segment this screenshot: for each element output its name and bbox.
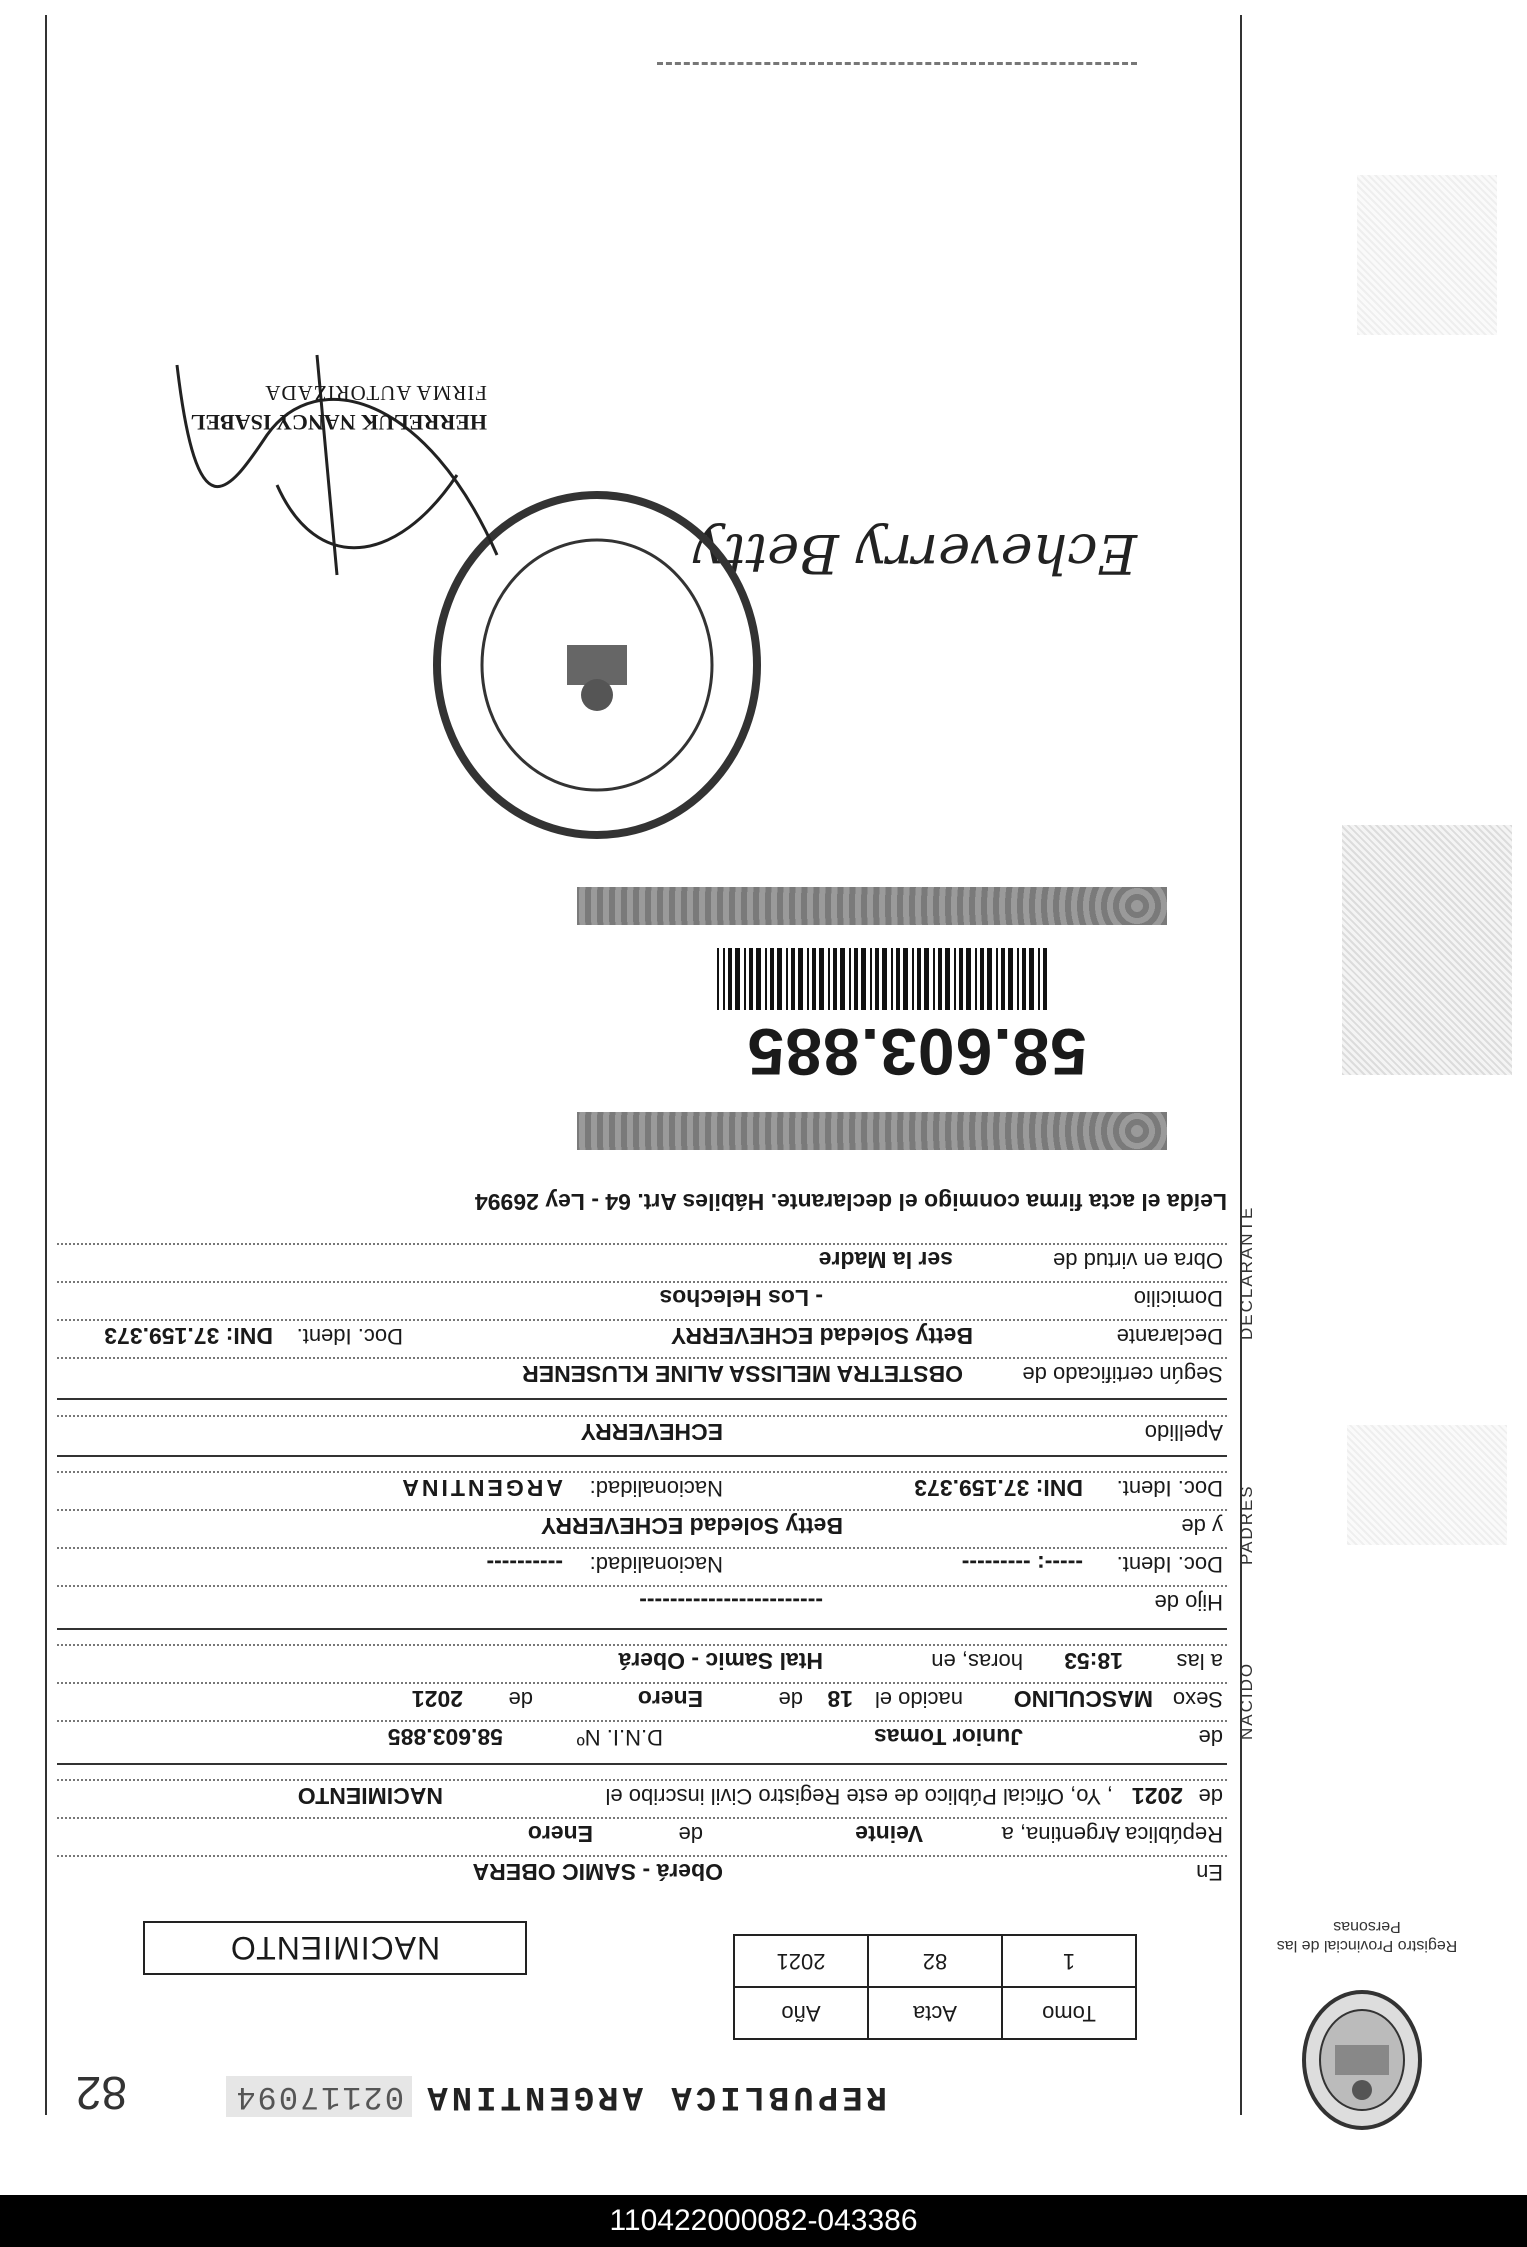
closing-statement: Leída el acta firma conmigo el declarante. Hábiles Art. 64 - Ley 26994 <box>474 1189 1227 1215</box>
y-de-label: y de <box>1177 1513 1227 1539</box>
section-separator <box>57 1763 1227 1765</box>
scan-artifact-line <box>657 62 1137 65</box>
section-declarante: DECLARANTE <box>1237 1205 1256 1340</box>
de-label: de <box>775 1686 807 1712</box>
tomo-header: Tomo <box>1002 1987 1136 2039</box>
country-title: REPUBLICA ARGENTINA <box>423 2077 887 2115</box>
officer-signature <box>157 335 517 595</box>
father-nationality: ---------- <box>482 1550 567 1577</box>
birth-place: Htal Samic - Oberá <box>614 1647 827 1674</box>
father-row <box>57 1581 1227 1615</box>
security-band-bottom <box>577 887 1167 925</box>
obra-value: ser la Madre <box>815 1246 957 1273</box>
scan-noise <box>1342 825 1512 1075</box>
virtue-row <box>57 1239 1227 1273</box>
birth-month: Enero <box>634 1685 707 1712</box>
birth-time: 18:53 <box>1060 1647 1127 1674</box>
year-text: 2021 <box>1128 1782 1187 1809</box>
declarant-signature-text: Echeverry Betty <box>693 522 1137 585</box>
month-text: Enero <box>524 1820 597 1847</box>
a-las-label: a las <box>1173 1648 1227 1674</box>
child-name: Junior Tomas <box>870 1723 1027 1750</box>
declarante-label: Declarante <box>1113 1323 1227 1349</box>
officer-phrase: , Yo, Oficial Público de este Registro Civil inscribo el <box>602 1783 1117 1809</box>
barcode <box>717 948 1047 1010</box>
section-padres: PADRES <box>1237 1484 1256 1565</box>
hijo-de-label: Hijo de <box>1151 1589 1227 1615</box>
surname-row <box>57 1411 1227 1445</box>
declarant-row <box>57 1315 1227 1349</box>
ano-value: 2021 <box>734 1935 868 1987</box>
officer-role: FIRMA AUTORIZADA <box>264 381 487 405</box>
de-label: de <box>675 1821 707 1847</box>
left-margin-line <box>1240 15 1242 2115</box>
father-doc: -----: --------- <box>958 1550 1087 1577</box>
time-place-row <box>57 1640 1227 1674</box>
apellido-label: Apellido <box>1141 1419 1227 1445</box>
doc-ident-label: Doc. Ident. <box>293 1323 407 1349</box>
de-label: de <box>1195 1724 1227 1750</box>
en-label: En <box>1192 1859 1227 1885</box>
name-row <box>57 1716 1227 1750</box>
obra-label: Obra en virtud de <box>1049 1247 1227 1273</box>
segun-label: Según certificado de <box>1018 1361 1227 1387</box>
certificate-row <box>57 1353 1227 1387</box>
acta-value: 82 <box>868 1935 1002 1987</box>
section-separator <box>57 1398 1227 1400</box>
section-separator <box>57 1455 1227 1457</box>
scan-noise <box>1347 1425 1507 1545</box>
mother-doc-row <box>57 1467 1227 1501</box>
section-nacido: NACIDO <box>1237 1661 1256 1740</box>
surname-value: ECHEVERRY <box>577 1418 727 1445</box>
horas-en-label: horas, en <box>927 1648 1027 1674</box>
certifier-value: OBSTETRA MELISSA ALINE KLUSENER <box>518 1360 967 1387</box>
domicilio-value: - Los Helechos <box>655 1284 827 1311</box>
father-doc-row <box>57 1543 1227 1577</box>
document-id-footer: 110422000082-043386 <box>0 2195 1527 2247</box>
mother-nationality: ARGENTINA <box>395 1474 567 1501</box>
declarant-doc: DNI: 37.159.373 <box>100 1322 277 1349</box>
serial-number: 02117094 <box>226 2076 412 2117</box>
nacionalidad-label: Nacionalidad: <box>586 1475 727 1501</box>
mother-name: Betty Soledad ECHEVERRY <box>537 1512 847 1539</box>
province-emblem-icon <box>1297 1985 1427 2135</box>
sexo-label: Sexo <box>1169 1686 1227 1712</box>
place-value: Oberá - SAMIC OBERA <box>469 1858 727 1885</box>
date-row <box>57 1813 1227 1847</box>
right-margin-line <box>45 15 47 2115</box>
scan-noise <box>1357 175 1497 335</box>
big-dni-number: 58.603.885 <box>746 1015 1087 1089</box>
birth-day: 18 <box>823 1685 857 1712</box>
act-type-box: NACIMIENTO <box>143 1921 527 1975</box>
child-dni: 58.603.885 <box>384 1723 507 1750</box>
sex-birth-row <box>57 1678 1227 1712</box>
book-reference-table <box>733 1934 1137 2040</box>
de-label: de <box>505 1686 537 1712</box>
tomo-value: 1 <box>1002 1935 1136 1987</box>
acta-header: Acta <box>868 1987 1002 2039</box>
republica-label: República Argentina, a <box>998 1821 1227 1847</box>
mother-row <box>57 1505 1227 1539</box>
security-band-top <box>577 1112 1167 1150</box>
place-row <box>57 1851 1227 1885</box>
section-separator <box>57 1628 1227 1630</box>
dni-label: D.N.I. Nº <box>573 1724 667 1750</box>
ano-header: Año <box>734 1987 868 2039</box>
officer-row <box>57 1775 1227 1809</box>
domicilio-label: Domicilio <box>1130 1285 1227 1311</box>
nacido-el-label: nacido el <box>871 1686 967 1712</box>
doc-ident-label: Doc. Ident. <box>1113 1475 1227 1501</box>
birth-year: 2021 <box>408 1685 467 1712</box>
officer-name: HERRELUK NANCY ISABEL <box>190 410 487 435</box>
act-kind: NACIMIENTO <box>294 1782 447 1809</box>
father-name: ------------------------ <box>635 1588 827 1615</box>
declarant-name: Betty Soledad ECHEVERRY <box>667 1322 977 1349</box>
page-number: 82 <box>75 2067 127 2119</box>
domicile-row <box>57 1277 1227 1311</box>
de-label: de <box>1195 1783 1227 1809</box>
day-text: Veinte <box>851 1820 927 1847</box>
registry-name: Registro Provincial de las Personas <box>1276 1918 1458 1954</box>
mother-doc: DNI: 37.159.373 <box>910 1474 1087 1501</box>
sexo-value: MASCULINO <box>1010 1685 1157 1712</box>
nacionalidad-label: Nacionalidad: <box>586 1551 727 1577</box>
doc-ident-label: Doc. Ident. <box>1113 1551 1227 1577</box>
